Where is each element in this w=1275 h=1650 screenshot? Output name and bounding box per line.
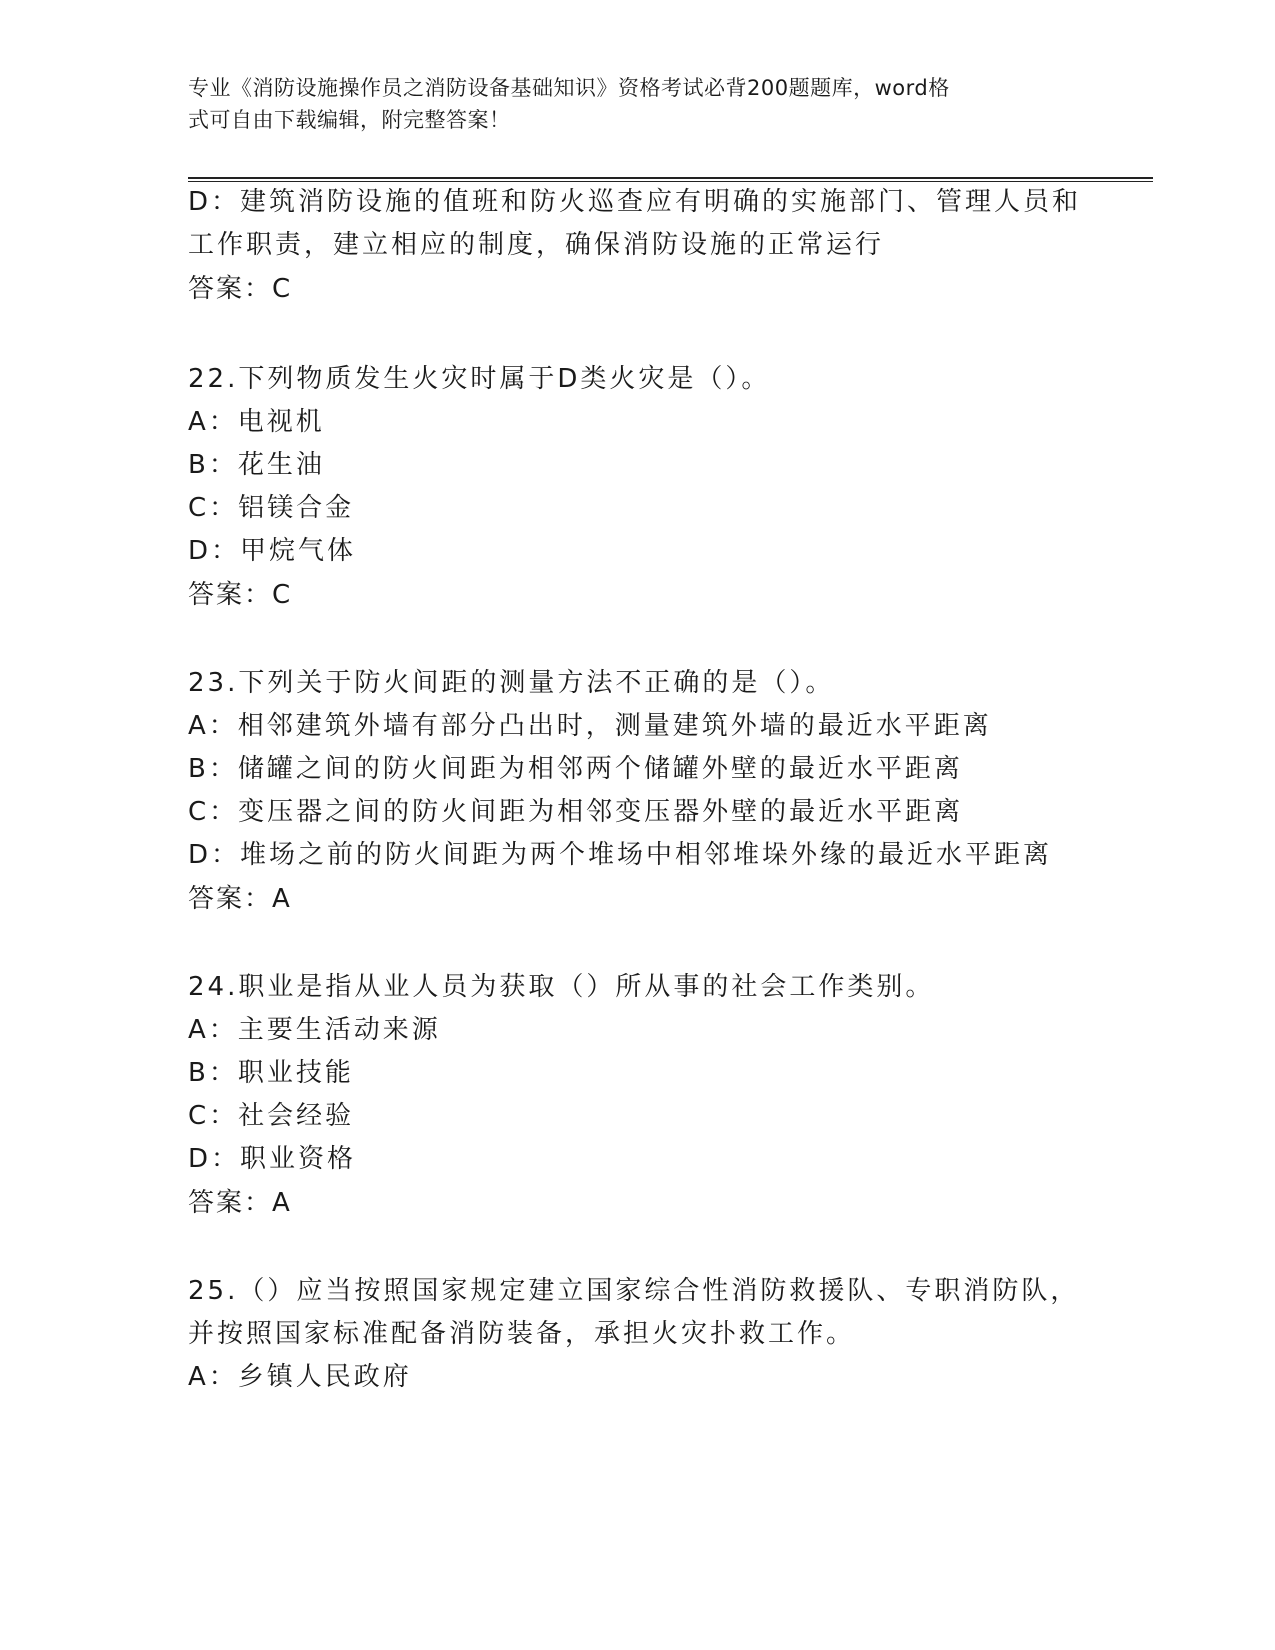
q22-option-a: A：电视机 [188, 407, 325, 437]
q23-stem: 23.下列关于防火间距的测量方法不正确的是（）。 [188, 668, 835, 698]
q23-option-c: C：变压器之间的防火间距为相邻变压器外壁的最近水平距离 [188, 797, 964, 827]
q24-option-c: C：社会经验 [188, 1101, 355, 1131]
q24-stem: 24.职业是指从业人员为获取（）所从事的社会工作类别。 [188, 972, 935, 1002]
header-line-2: 式可自由下载编辑，附完整答案！ [188, 108, 511, 132]
q21-answer [188, 272, 290, 306]
q25-stem-line-2: 并按照国家标准配备消防装备，承担火灾扑救工作。 [188, 1319, 856, 1349]
q24-option-a: A：主要生活动来源 [188, 1015, 441, 1045]
q22-option-d: D：甲烷气体 [188, 536, 357, 566]
q21-option-d-line-1: D：建筑消防设施的值班和防火巡查应有明确的实施部门、管理人员和 [188, 187, 1082, 217]
header-divider-thin [188, 181, 1153, 182]
answer-label: 答案： [188, 274, 273, 304]
answer-value: C [272, 274, 291, 304]
q24-option-b: B：职业技能 [188, 1058, 354, 1088]
q24-answer [188, 1186, 290, 1220]
q23-option-d: D：堆场之前的防火间距为两个堆场中相邻堆垛外缘的最近水平距离 [188, 840, 1053, 870]
q23-option-b: B：储罐之间的防火间距为相邻两个储罐外壁的最近水平距离 [188, 754, 963, 784]
q22-option-c: C：铝镁合金 [188, 493, 355, 523]
q24-option-d: D：职业资格 [188, 1144, 357, 1174]
q25-stem-line-1: 25.（）应当按照国家规定建立国家综合性消防救援队、专职消防队， [188, 1276, 1080, 1306]
q23-option-a: A：相邻建筑外墙有部分凸出时，测量建筑外墙的最近水平距离 [188, 711, 992, 741]
answer-label: 答案： [188, 1188, 273, 1218]
answer-value: A [272, 1188, 290, 1218]
header-divider-thick [188, 177, 1153, 179]
q25-option-a: A：乡镇人民政府 [188, 1362, 412, 1392]
answer-value: A [272, 884, 290, 914]
q21-option-d-line-2: 工作职责，建立相应的制度，确保消防设施的正常运行 [188, 230, 885, 260]
answer-label: 答案： [188, 884, 273, 914]
q22-stem: 22.下列物质发生火灾时属于D类火灾是（）。 [188, 364, 771, 394]
q23-answer [188, 882, 290, 916]
header-line-1: 专业《消防设施操作员之消防设备基础知识》资格考试必背200题题库，word格 [188, 76, 950, 100]
q22-answer [188, 578, 290, 612]
answer-value: C [272, 580, 291, 610]
q22-option-b: B：花生油 [188, 450, 325, 480]
document-header [188, 72, 1068, 136]
answer-label: 答案： [188, 580, 273, 610]
